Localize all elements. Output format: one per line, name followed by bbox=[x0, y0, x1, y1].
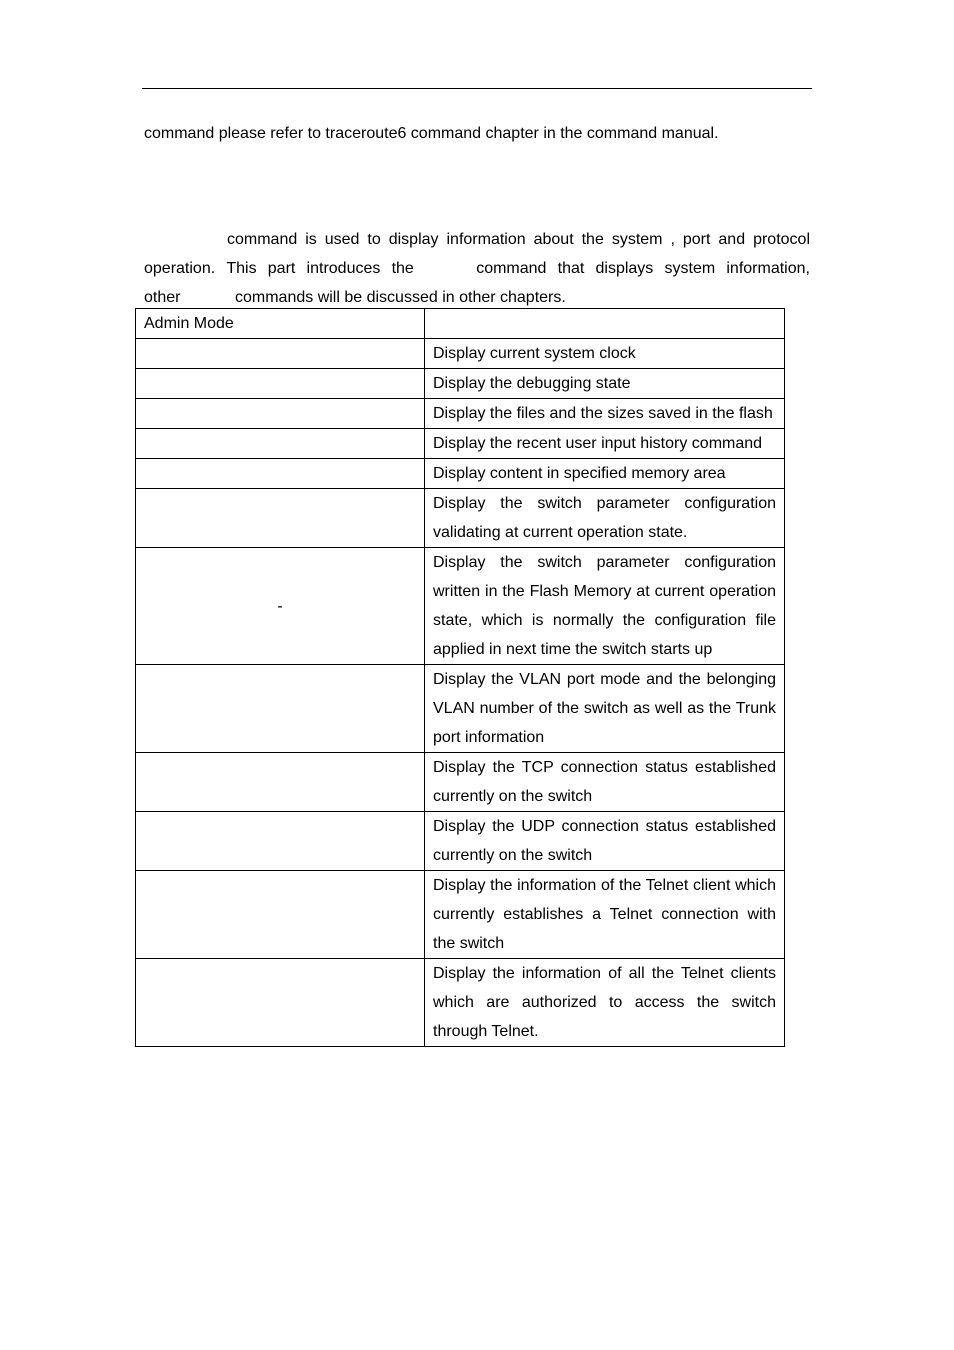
command-gap bbox=[425, 259, 465, 279]
command-cell bbox=[136, 369, 425, 399]
description-cell: Display the TCP connection status established currently on the switch bbox=[425, 753, 785, 812]
intro-line-2 bbox=[144, 259, 810, 279]
command-cell bbox=[136, 459, 425, 489]
intro-word: introduces bbox=[306, 260, 381, 277]
intro-word: part bbox=[267, 260, 296, 277]
top-text-line: command please refer to traceroute6 command chapter in the command manual. bbox=[144, 125, 719, 142]
table-row bbox=[136, 369, 785, 399]
intro-word: information, bbox=[726, 260, 810, 277]
command-cell bbox=[136, 429, 425, 459]
intro-word: operation. bbox=[144, 260, 216, 277]
intro-word: displays bbox=[595, 260, 654, 277]
table-row bbox=[136, 548, 785, 665]
command-cell bbox=[136, 753, 425, 812]
command-cell bbox=[136, 665, 425, 753]
intro-word: the bbox=[391, 260, 414, 277]
description-cell: Display the switch parameter configuration validating at current operation state. bbox=[425, 489, 785, 548]
description-cell: Display the VLAN port mode and the belonging VLAN number of the switch as well as the Trunk port information bbox=[425, 665, 785, 753]
intro-word: This bbox=[226, 260, 257, 277]
command-cell bbox=[136, 871, 425, 959]
command-cell bbox=[136, 959, 425, 1047]
table-header-row bbox=[136, 309, 785, 339]
description-cell: Display the switch parameter configuration written in the Flash Memory at current operation state, which is normally the configuration file applied in next time the switch starts up bbox=[425, 548, 785, 665]
command-cell: - bbox=[136, 548, 425, 665]
description-cell: Display the recent user input history command bbox=[425, 429, 785, 459]
description-cell: Display the debugging state bbox=[425, 369, 785, 399]
command-cell bbox=[136, 339, 425, 369]
table-row bbox=[136, 871, 785, 959]
description-cell: Display current system clock bbox=[425, 339, 785, 369]
command-cell bbox=[136, 812, 425, 871]
intro-word: system bbox=[664, 260, 716, 277]
intro-word: command bbox=[476, 260, 547, 277]
header-right-cell bbox=[425, 309, 785, 339]
table-row bbox=[136, 489, 785, 548]
table-row bbox=[136, 459, 785, 489]
table-row bbox=[136, 665, 785, 753]
description-cell: Display the information of all the Telnet clients which are authorized to access the switch through Telnet. bbox=[425, 959, 785, 1047]
header-rule bbox=[142, 88, 812, 89]
intro-line-3b: commands will be discussed in other chapters. bbox=[235, 289, 566, 306]
table-row bbox=[136, 753, 785, 812]
command-table bbox=[135, 308, 785, 1047]
description-cell: Display the files and the sizes saved in the flash bbox=[425, 399, 785, 429]
command-cell bbox=[136, 399, 425, 429]
table-row bbox=[136, 812, 785, 871]
description-cell: Display the information of the Telnet client which currently establishes a Telnet connection with the switch bbox=[425, 871, 785, 959]
intro-line-1: command is used to display information about the system , port and protocol bbox=[227, 231, 810, 248]
table-row bbox=[136, 429, 785, 459]
intro-word: that bbox=[557, 260, 585, 277]
table-row bbox=[136, 339, 785, 369]
header-left-cell: Admin Mode bbox=[136, 309, 425, 339]
description-cell: Display content in specified memory area bbox=[425, 459, 785, 489]
description-cell: Display the UDP connection status established currently on the switch bbox=[425, 812, 785, 871]
table-row bbox=[136, 399, 785, 429]
command-cell bbox=[136, 489, 425, 548]
intro-line-3a: other bbox=[144, 289, 181, 306]
table-row bbox=[136, 959, 785, 1047]
